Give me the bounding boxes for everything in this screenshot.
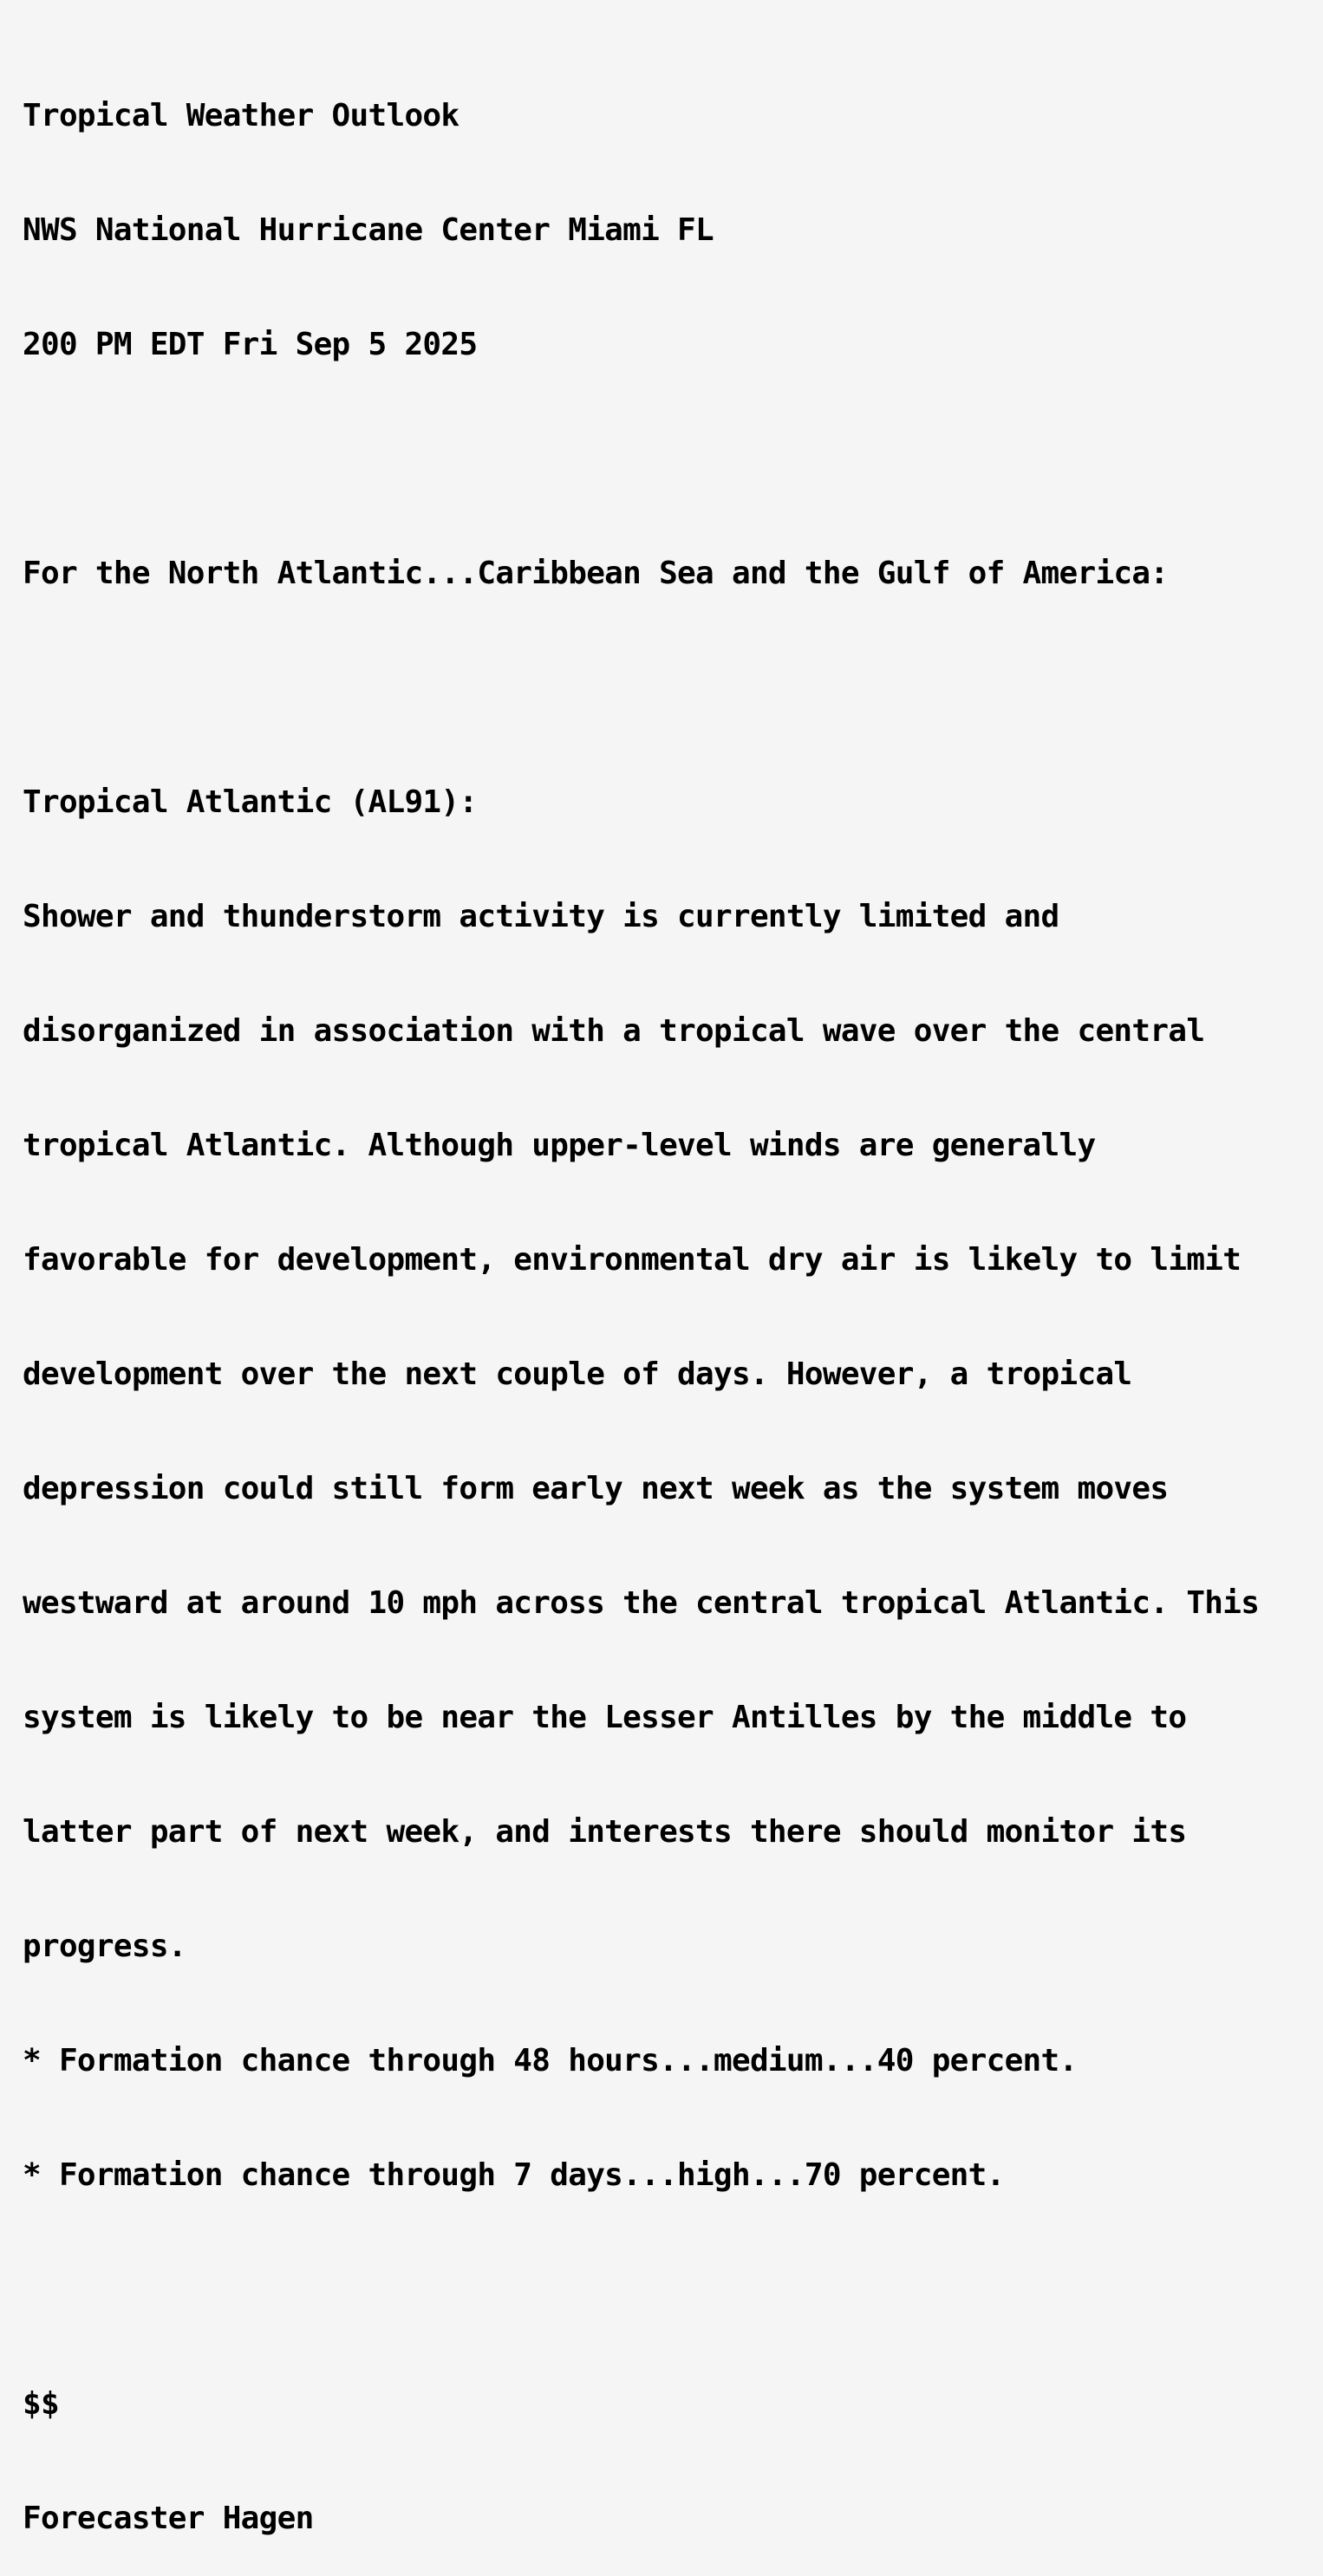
formation-chance-7d: * Formation chance through 7 days...high...70 percent. <box>23 2157 1005 2193</box>
blank-line <box>23 2271 1259 2309</box>
discussion-line: latter part of next week, and interests there should monitor its <box>23 1814 1187 1850</box>
blank-line <box>23 669 1259 707</box>
discussion-line: westward at around 10 mph across the central tropical Atlantic. This <box>23 1585 1260 1621</box>
system-heading: Tropical Atlantic (AL91): <box>23 784 478 820</box>
forecaster-signature: Forecaster Hagen <box>23 2501 314 2536</box>
discussion-line: favorable for development, environmental dry air is likely to limit <box>23 1242 1242 1278</box>
discussion-line: disorganized in association with a tropical wave over the central <box>23 1013 1205 1049</box>
discussion-line: system is likely to be near the Lesser Antilles by the middle to <box>23 1700 1187 1735</box>
discussion-line: development over the next couple of days. However, a tropical <box>23 1356 1132 1392</box>
end-delimiter: $$ <box>23 2386 59 2422</box>
outlook-document <box>23 21 1259 2576</box>
discussion-line: tropical Atlantic. Although upper-level winds are generally <box>23 1128 1096 1163</box>
area-statement: For the North Atlantic...Caribbean Sea and the Gulf of America: <box>23 556 1169 591</box>
issue-time: 200 PM EDT Fri Sep 5 2025 <box>23 327 478 362</box>
formation-chance-48h: * Formation chance through 48 hours...medium...40 percent. <box>23 2043 1078 2078</box>
blank-line <box>23 440 1259 478</box>
document-title: Tropical Weather Outlook <box>23 98 459 133</box>
issuing-office: NWS National Hurricane Center Miami FL <box>23 212 714 248</box>
discussion-line: Shower and thunderstorm activity is currently limited and <box>23 899 1059 934</box>
discussion-line: depression could still form early next week as the system moves <box>23 1471 1169 1506</box>
discussion-line: progress. <box>23 1929 186 1964</box>
